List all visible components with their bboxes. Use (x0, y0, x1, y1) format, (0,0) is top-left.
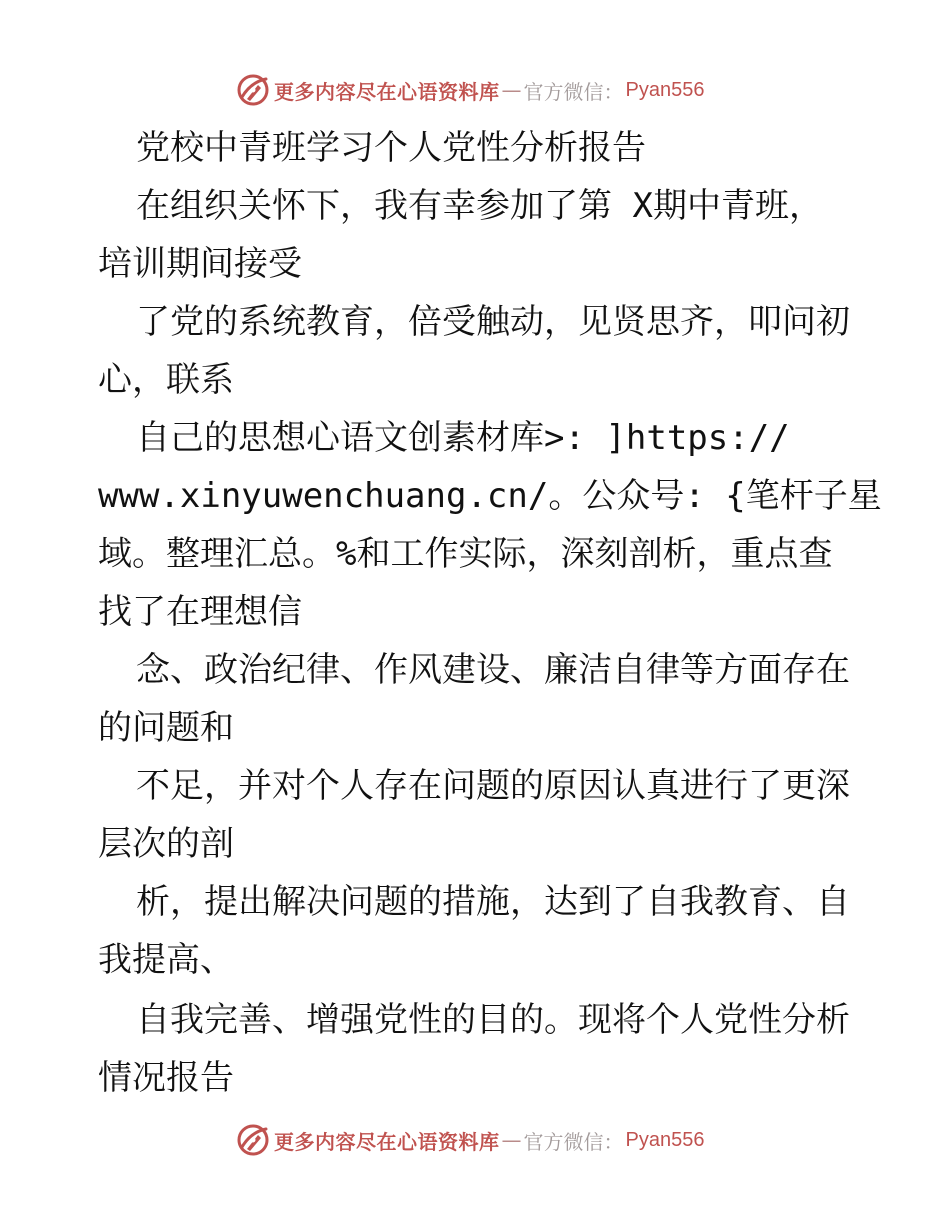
body-line: 心，联系 (98, 360, 234, 400)
document-title: 党校中青班学习个人党性分析报告 (136, 128, 646, 168)
body-line: 在组织关怀下，我有幸参加了第 X期中青班， (136, 186, 823, 226)
watermark-official-label: 官方微信： (523, 1129, 624, 1154)
watermark-footer (236, 1122, 704, 1158)
body-line: 自己的思想心语文创素材库>: ]https:// (136, 418, 790, 458)
pen-logo-icon (236, 73, 270, 107)
watermark-header (236, 72, 704, 108)
watermark-text: 更多内容尽在心语资料库 (274, 1129, 500, 1154)
body-line: 了党的系统教育，倍受触动，见贤思齐，叩问初 (136, 302, 850, 342)
body-line: 层次的剖 (98, 824, 234, 864)
watermark-official-label: 官方微信： (523, 79, 624, 104)
body-line: www.xinyuwenchuang.cn/。公众号: {笔杆子星 (98, 476, 882, 516)
watermark-separator: — (501, 78, 522, 102)
watermark-text: 更多内容尽在心语资料库 (274, 79, 500, 104)
watermark-wechat-id: Pyan556 (625, 78, 705, 101)
body-line: 我提高、 (98, 940, 234, 980)
body-line: 念、政治纪律、作风建设、廉洁自律等方面存在 (136, 650, 850, 690)
body-line: 找了在理想信 (98, 592, 302, 632)
pen-logo-icon (236, 1123, 270, 1157)
watermark-wechat-id: Pyan556 (625, 1128, 705, 1151)
body-line: 域。整理汇总。%和工作实际，深刻剖析，重点查 (98, 534, 833, 574)
body-line: 不足，并对个人存在问题的原因认真进行了更深 (136, 766, 850, 806)
body-line: 析，提出解决问题的措施，达到了自我教育、自 (136, 882, 850, 922)
body-line: 情况报告 (98, 1058, 234, 1098)
body-line: 的问题和 (98, 708, 234, 748)
body-line: 自我完善、增强党性的目的。现将个人党性分析 (136, 1000, 850, 1040)
body-line: 培训期间接受 (98, 244, 302, 284)
watermark-separator: — (501, 1128, 522, 1152)
